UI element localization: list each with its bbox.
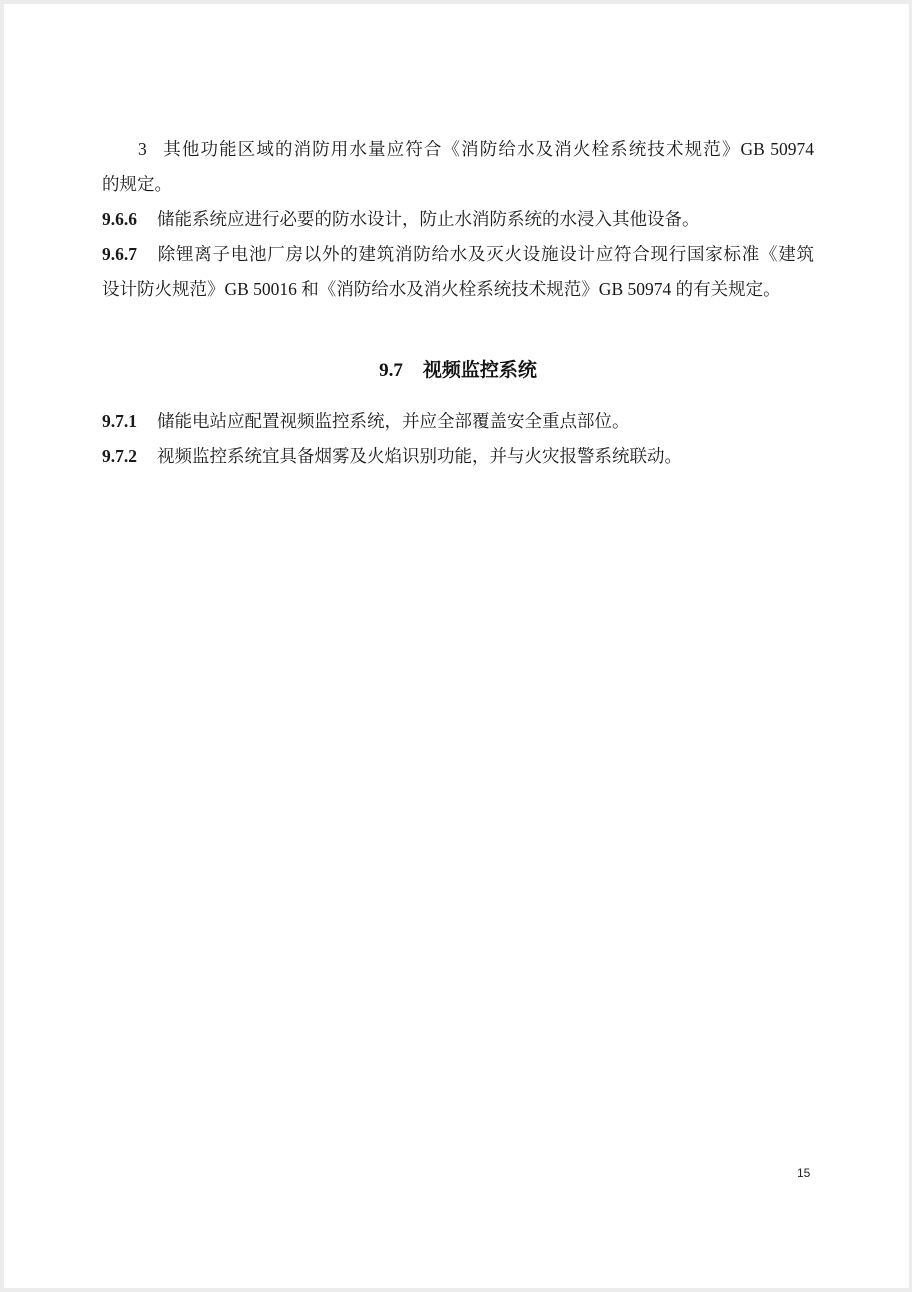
clause-number: 9.6.6 [102, 209, 137, 229]
clause-text: 储能电站应配置视频监控系统，并应全部覆盖安全重点部位。 [157, 411, 630, 431]
clause-3-line-1 [102, 132, 814, 167]
clause-number: 3 [138, 139, 147, 159]
clause-text: 储能系统应进行必要的防水设计，防止水消防系统的水浸入其他设备。 [157, 209, 700, 229]
clause-text: 其他功能区域的消防用水量应符合《消防给水及消火栓系统技术规范》GB 50974 [163, 139, 814, 159]
clause-number: 9.7.1 [102, 411, 137, 431]
clause-9-6-7-line-2: 设计防火规范》GB 50016 和《消防给水及消火栓系统技术规范》GB 50974 的有关规定。 [102, 279, 781, 299]
clause-9-7-2 [102, 439, 814, 474]
clause-3-line-2: 的规定。 [102, 174, 172, 194]
clause-9-7-1 [102, 404, 814, 439]
section-heading [102, 355, 814, 385]
clause-9-6-7-line-1 [102, 237, 814, 272]
document-page [4, 4, 909, 1288]
clause-9-6-6 [102, 202, 814, 237]
page-content [102, 132, 814, 466]
clause-text: 除锂离子电池厂房以外的建筑消防给水及灭火设施设计应符合现行国家标准《建筑 [157, 244, 814, 264]
page-number: 15 [797, 1166, 811, 1180]
section-title: 视频监控系统 [422, 359, 537, 381]
section-number: 9.7 [379, 360, 403, 381]
section-9-7-body [102, 404, 814, 474]
clause-number: 9.7.2 [102, 446, 137, 466]
clause-number: 9.6.7 [102, 244, 137, 264]
clause-text: 视频监控系统宜具备烟雾及火焰识别功能，并与火灾报警系统联动。 [157, 446, 682, 466]
